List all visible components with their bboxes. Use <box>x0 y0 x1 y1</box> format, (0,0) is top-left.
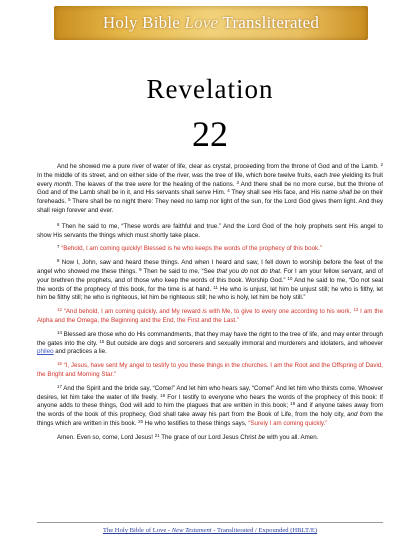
verse-9: not <box>250 267 259 275</box>
verse-15: But outside are dogs and sorcerers and sexually immoral and murderers and idolaters, and whoever <box>106 339 383 347</box>
chapter-number: 22 <box>192 114 228 154</box>
verse-11: He who is unjust, let him be unjust still; he who is filthy, let him be filthy still; he who is righteous, let him be righteous still; he who is holy, let him be holy still.” <box>37 285 383 302</box>
verse-9: Then he said to me, “See <box>143 267 215 275</box>
verse-number: 11 <box>213 284 218 290</box>
footer-part2[interactable]: New Testament <box>171 527 212 534</box>
footer-part1[interactable]: The Holy Bible of Love - <box>102 527 172 534</box>
paragraph-1 <box>37 163 383 216</box>
italic-word: name shall be <box>321 189 361 197</box>
chapter-text <box>37 163 383 448</box>
verse-6: Then he said to me, “These words are faithful and true.” And the Lord God of the holy prophets sent His angel to show His servants the things which must shortly take place. <box>37 222 383 239</box>
verse-13-red-letter: I am the Alpha and the Omega, the Beginning and the End, the First and the Last.” <box>37 308 383 324</box>
verse-number: 6 <box>57 221 60 227</box>
verse-number: 14 <box>57 329 62 335</box>
italic-word: was <box>192 171 204 179</box>
verse-number: 10 <box>287 275 293 281</box>
verse-number: 3 <box>236 179 239 185</box>
paragraph-8 <box>37 259 383 303</box>
verse-number: 21 <box>154 432 160 438</box>
banner-love: Love <box>184 13 219 32</box>
verse-2: In the middle of its street, and on either side of the river, <box>37 171 191 179</box>
verse-2: yielding its fruit every <box>37 171 383 188</box>
verse-14: Blessed are those who do His commandments, that they may have the right to the tree of life, and may enter through the gates into the city. <box>37 330 383 347</box>
verse-10: And he said to me, “Do not seal the words of the prophecy of this book, for the time is at hand. <box>37 276 383 293</box>
verse-2: the tree of life, which bore twelve fruits, each <box>204 171 328 179</box>
footer-divider <box>37 522 383 523</box>
verse-3: And there shall be no more curse, but the throne of God and of the Lamb shall be in it, and His servants shall serve Him. <box>37 180 383 197</box>
verse-19: the things which are written in this book. <box>37 411 383 427</box>
verse-21: with you all. Amen. <box>266 433 319 441</box>
book-title: Revelation <box>146 74 274 104</box>
paragraph-16 <box>37 362 383 380</box>
verse-9: . For I am your fellow servant, and of your brethren the prophets, and of those who keep the words of this book. Worship God.” <box>37 267 383 284</box>
italic-word: be <box>258 433 266 441</box>
italic-word: that you do <box>216 267 248 275</box>
italic-word: is <box>202 308 207 316</box>
verse-5: There shall be no night there: They need no lamp nor light of the sun, for the Lord God gives them light. And they shall reign forever and ever. <box>37 198 383 214</box>
phileo-link[interactable]: phileo <box>37 348 54 356</box>
banner-title <box>54 13 368 33</box>
verse-21: The grace of our Lord Jesus Christ <box>161 433 257 441</box>
italic-word: tree <box>329 171 341 179</box>
verse-number: 18 <box>160 392 166 398</box>
verse-7-red-letter: “Behold, I am coming quickly! Blessed is he who keeps the words of the prophecy of this book.” <box>61 245 322 253</box>
italic-word: month <box>54 180 72 188</box>
italic-word: were <box>137 180 152 188</box>
verse-number: 17 <box>57 383 62 389</box>
paragraph-6 <box>37 223 383 241</box>
paragraph-17 <box>37 385 383 429</box>
verse-20: Amen. Even so, come, Lord Jesus! <box>57 433 153 441</box>
verse-17: And the Spirit and the bride say, “Come!” And let him who hears say, “Come!” And let him who thirsts come. Whoever desires, let him take the water of life freely. <box>37 384 383 401</box>
verse-number: 8 <box>57 258 60 264</box>
verse-12-red-letter: with Me, to give to every one according to his work. <box>208 308 352 316</box>
banner-part2: Transliterated <box>218 13 320 32</box>
verse-number: 2 <box>380 162 383 167</box>
footer-part3[interactable]: - Transliterated / Expounded (HBLT/E) <box>211 527 318 534</box>
verse-number: 12 <box>57 307 62 313</box>
verse-18: For I testify to everyone who hears the words of the prophecy of this book: If anyone adds to these things, God will add to him the plagues that are written in this book; <box>37 393 383 410</box>
verse-8: Now I, John, saw and heard these things. And when I heard and saw, I fell down to worship before the feet of the angel who showed me these things. <box>37 259 383 275</box>
verse-number: 7 <box>57 244 60 250</box>
verse-20-red-letter: “Surely I am coming quickly.” <box>248 419 328 427</box>
verse-20: He who testifies to these things says, <box>144 419 247 427</box>
verse-12-red-letter: “And behold, I am coming quickly, and My reward <box>63 308 201 316</box>
verse-number: 19 <box>290 401 296 407</box>
verse-number: 5 <box>68 197 71 203</box>
verse-2: . The leaves of the tree <box>71 180 136 188</box>
verse-4: They shall see His face, and His <box>231 189 321 197</box>
verse-15: and practices a lie. <box>55 348 107 356</box>
verse-number: 9 <box>139 266 142 272</box>
verse-number: 13 <box>353 307 359 313</box>
verse-number: 20 <box>138 418 144 424</box>
italic-word: do that <box>260 267 280 275</box>
paragraph-7 <box>37 245 383 254</box>
verse-16-red-letter: “I, Jesus, have sent My angel to testify to you these things in the churches. I am the Root and the Offspring of David, the Bright and Morning Star.” <box>37 362 383 378</box>
verse-1: And he showed me a pure river of water of life, clear as crystal, proceeding from the throne of God and of the Lamb. <box>57 163 379 170</box>
verse-number: 15 <box>99 338 105 344</box>
paragraph-12 <box>37 308 383 326</box>
banner-part1: Holy Bible <box>102 13 185 32</box>
verse-number: 4 <box>227 188 230 194</box>
paragraph-20-end <box>37 434 383 443</box>
paragraph-14 <box>37 331 383 357</box>
verse-19: and if anyone takes away from the words of the book of this prophecy, God shall take away his part from the Book of Life, from the holy city, <box>37 402 383 419</box>
verse-2: for the healing of the nations. <box>153 180 235 188</box>
footer-link[interactable] <box>0 527 420 534</box>
verse-4: on their foreheads. <box>37 189 384 206</box>
verse-number: 16 <box>57 361 62 367</box>
header-banner <box>54 6 368 40</box>
italic-word: and from <box>347 411 373 419</box>
